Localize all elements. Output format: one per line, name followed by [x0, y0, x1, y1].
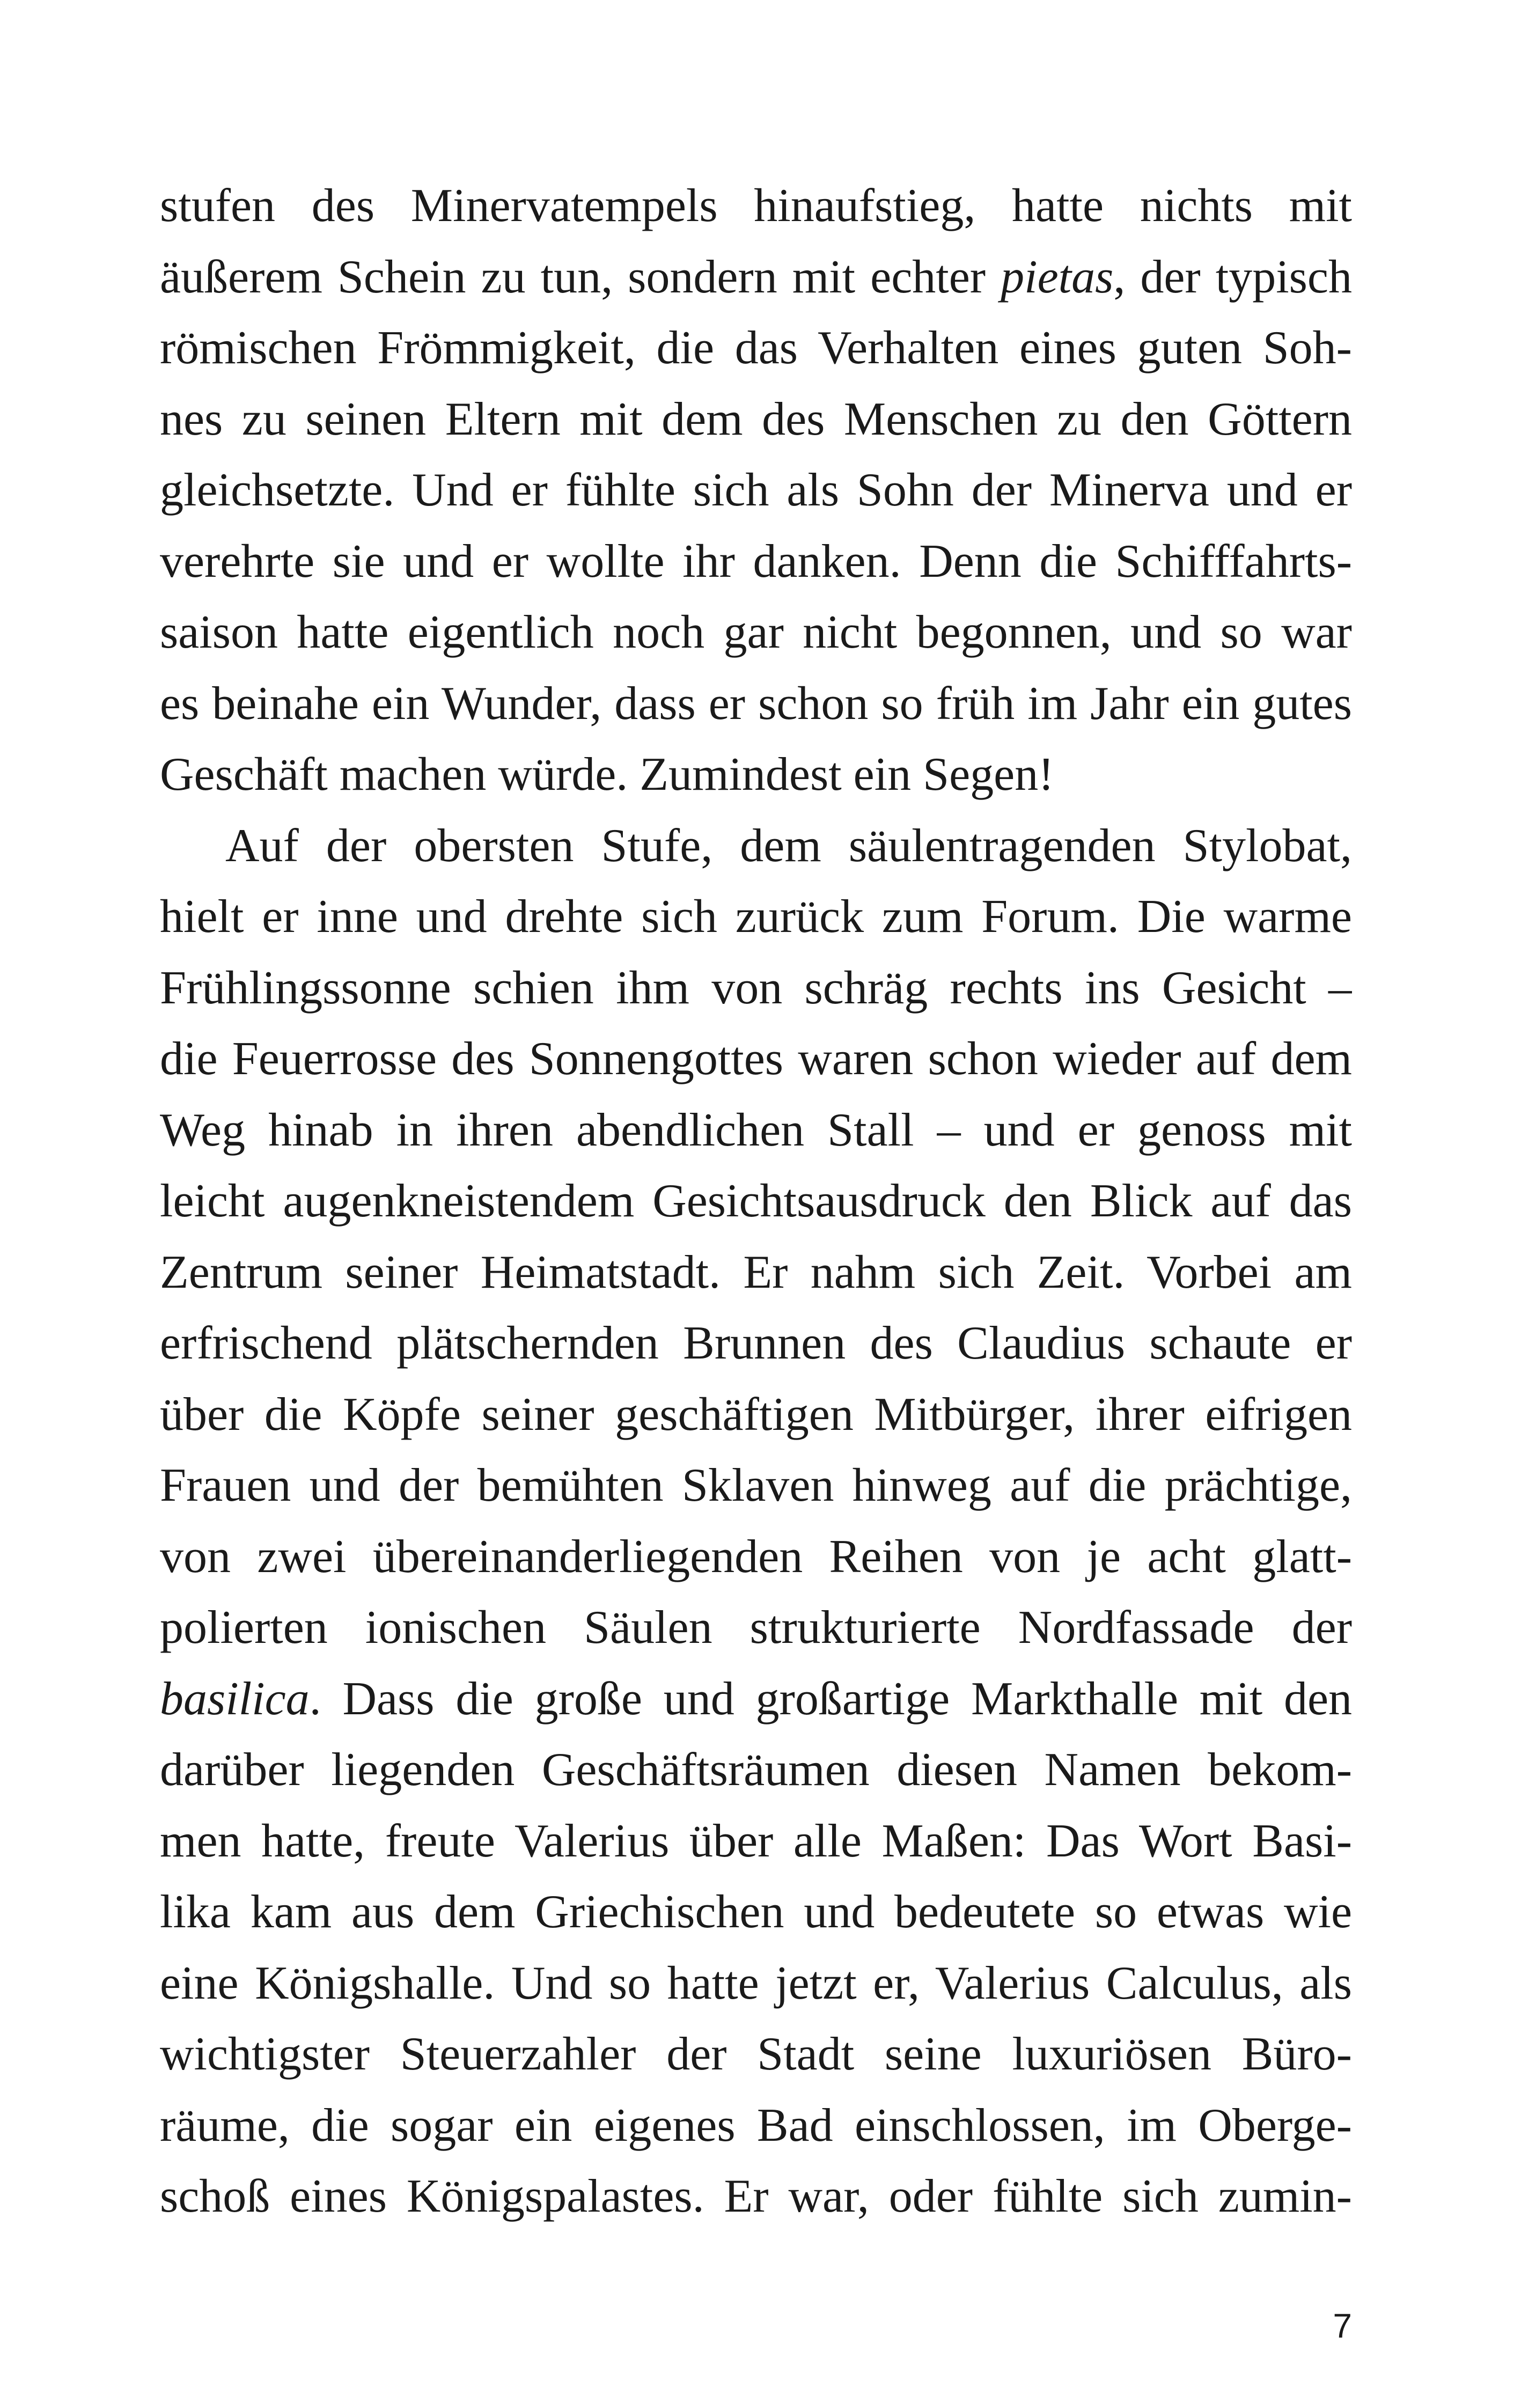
- text-line: von zwei übereinanderliegenden Reihen von je acht glatt-: [160, 1530, 1352, 1583]
- text-line: Frauen und der bemühten Sklaven hinweg auf die prächtige,: [160, 1459, 1352, 1511]
- text-line: eine Königshalle. Und so hatte jetzt er, Valerius Calculus, als: [160, 1957, 1352, 2009]
- text-line: römischen Frömmigkeit, die das Verhalten eines guten Soh-: [160, 322, 1352, 374]
- paragraph-1: [160, 171, 1352, 811]
- text-line: darüber liegenden Geschäftsräumen diesen Namen bekom-: [160, 1744, 1352, 1796]
- text-segment: . Dass die große und großartige Markthalle mit den: [309, 1672, 1352, 1725]
- text-line: wichtigster Steuerzahler der Stadt seine luxuriösen Büro-: [160, 2028, 1352, 2080]
- text-line: Geschäft machen würde. Zumindest ein Segen!: [160, 748, 1054, 801]
- text-line: saison hatte eigentlich noch gar nicht begonnen, und so war: [160, 606, 1352, 658]
- text-line: lika kam aus dem Griechischen und bedeutete so etwas wie: [160, 1886, 1352, 1938]
- text-line: men hatte, freute Valerius über alle Maßen: Das Wort Basi-: [160, 1815, 1352, 1867]
- text-line: polierten ionischen Säulen strukturierte Nordfassade der: [160, 1602, 1352, 1654]
- text-line: gleichsetzte. Und er fühlte sich als Sohn der Minerva und er: [160, 464, 1352, 516]
- text-line: räume, die sogar ein eigenes Bad einschlossen, im Oberge-: [160, 2099, 1352, 2152]
- text-segment: äußerem Schein zu tun, sondern mit echter: [160, 251, 1001, 303]
- text-line: Auf der obersten Stufe, dem säulentragenden Stylobat,: [225, 819, 1352, 872]
- text-line: stufen des Minervatempels hinaufstieg, hatte nichts mit: [160, 180, 1352, 232]
- italic-term-basilica: basilica: [160, 1672, 310, 1725]
- text-segment: , der typisch: [1113, 251, 1352, 303]
- text-line: Zentrum seiner Heimatstadt. Er nahm sich Zeit. Vorbei am: [160, 1246, 1352, 1298]
- text-line: über die Köpfe seiner geschäftigen Mitbürger, ihrer eifrigen: [160, 1388, 1352, 1441]
- text-line: leicht augenkneistendem Gesichtsausdruck den Blick auf das: [160, 1175, 1352, 1227]
- text-line: nes zu seinen Eltern mit dem des Menschen zu den Göttern: [160, 393, 1352, 445]
- text-line: es beinahe ein Wunder, dass er schon so früh im Jahr ein gutes: [160, 677, 1352, 730]
- text-line: erfrischend plätschernden Brunnen des Claudius schaute er: [160, 1317, 1352, 1369]
- italic-term-pietas: pietas: [1001, 251, 1114, 303]
- text-line: die Feuerrosse des Sonnengottes waren schon wieder auf dem: [160, 1033, 1352, 1085]
- paragraph-2: [160, 811, 1352, 2233]
- text-line: Weg hinab in ihren abendlichen Stall – und er genoss mit: [160, 1104, 1352, 1156]
- text-line: [160, 1664, 1352, 1735]
- text-line: schoß eines Königspalastes. Er war, oder fühlte sich zumin-: [160, 2170, 1352, 2222]
- text-line: Frühlingssonne schien ihm von schräg rechts ins Gesicht –: [160, 961, 1352, 1014]
- text-line: hielt er inne und drehte sich zurück zum Forum. Die warme: [160, 891, 1352, 943]
- body-text: [160, 171, 1352, 2233]
- text-line: [160, 242, 1352, 313]
- page-number: 7: [1333, 2307, 1352, 2345]
- text-line: verehrte sie und er wollte ihr danken. Denn die Schifffahrts-: [160, 535, 1352, 588]
